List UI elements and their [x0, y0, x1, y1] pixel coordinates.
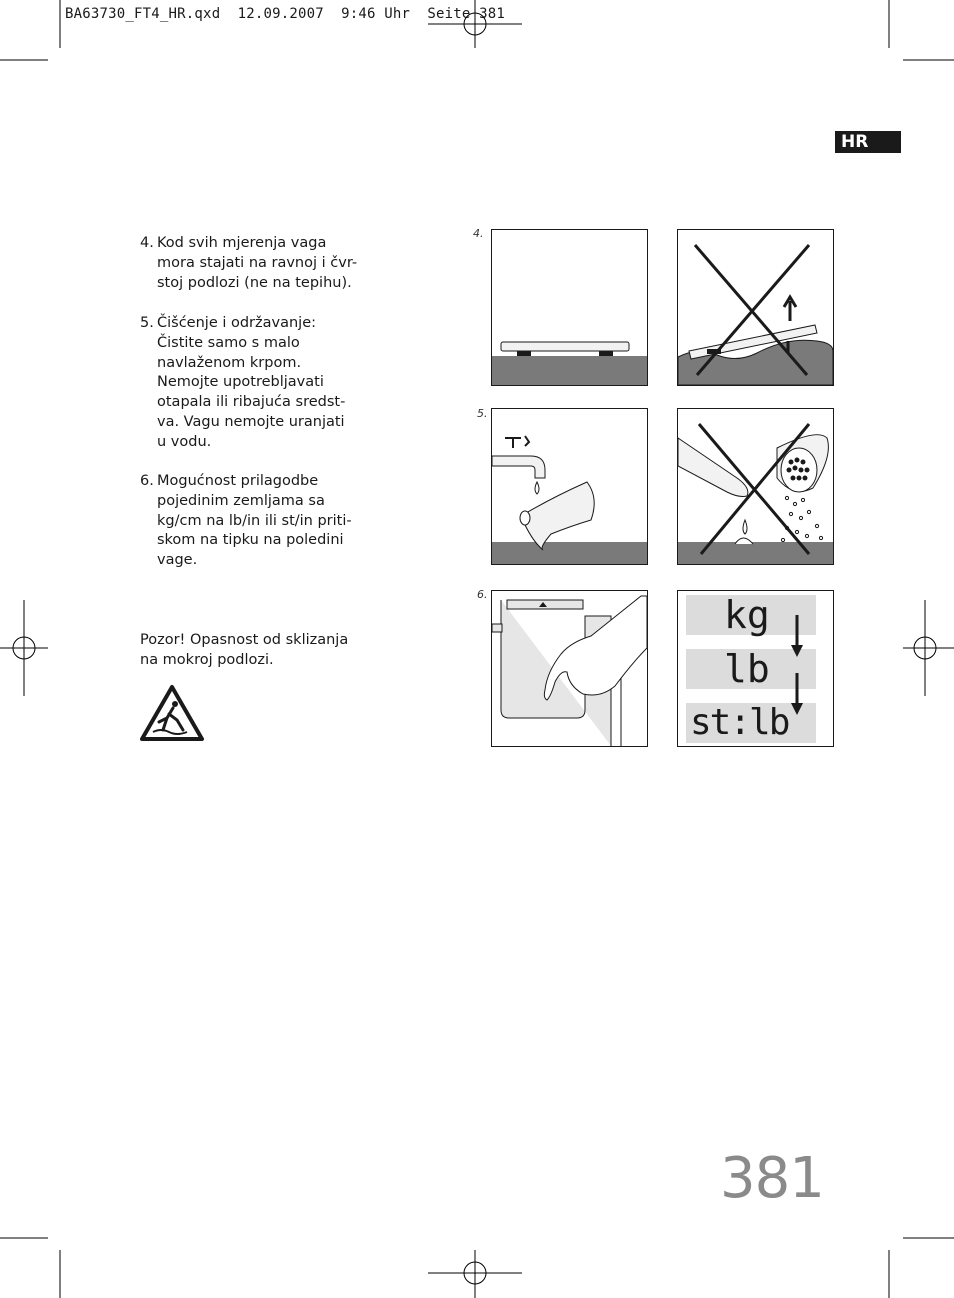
slip-warning	[140, 630, 370, 670]
display-unit-st-lb: st:lb	[690, 702, 789, 743]
instruction-line: navlaženom krpom.	[157, 354, 302, 371]
print-slug: BA63730_FT4_HR.qxd 12.09.2007 9:46 Uhr Seite 381	[65, 6, 506, 22]
scale-on-hard-floor-illustration	[491, 229, 648, 386]
slippery-floor-warning-icon	[139, 684, 205, 742]
figure-label-6: 6.	[477, 588, 488, 601]
instruction-line: u vodu.	[157, 433, 212, 450]
page-number: 381	[720, 1146, 824, 1211]
arrow-down-icon	[790, 673, 804, 717]
figure-label-5: 5.	[477, 407, 488, 420]
instruction-line: pojedinim zemljama sa	[157, 492, 325, 509]
instruction-line: stoj podlozi (ne na tepihu).	[157, 274, 352, 291]
instruction-number: 6.	[140, 473, 154, 489]
instruction-line: mora stajati na ravnoj i čvr-	[157, 254, 358, 271]
instruction-line: Čišćenje i održavanje:	[157, 315, 317, 331]
display-units-illustration	[677, 590, 834, 747]
scale-on-carpet-illustration	[677, 229, 834, 386]
instruction-line: va. Vagu nemojte uranjati	[157, 413, 345, 430]
instruction-line: Čistite samo s malo	[157, 334, 300, 351]
no-solvents-illustration	[677, 408, 834, 565]
language-badge: HR	[835, 131, 901, 153]
instruction-line: kg/cm na lb/in ili st/in priti-	[157, 512, 352, 529]
damp-cloth-illustration	[491, 408, 648, 565]
instruction-5	[140, 314, 360, 453]
warning-line: na mokroj podlozi.	[140, 652, 274, 668]
instruction-6	[140, 472, 360, 571]
instruction-line: Kod svih mjerenja vaga	[157, 235, 327, 251]
instruction-line: vage.	[157, 552, 198, 569]
display-unit-kg: kg	[724, 593, 770, 637]
display-unit-lb: lb	[724, 647, 770, 691]
instruction-line: otapala ili ribajuća sredst-	[157, 394, 346, 411]
instruction-number: 4.	[140, 235, 154, 251]
unit-button-press-illustration	[491, 590, 648, 747]
instruction-line: Nemojte upotrebljavati	[157, 374, 324, 391]
warning-line: Pozor! Opasnost od sklizanja	[140, 632, 349, 648]
arrow-down-icon	[790, 615, 804, 659]
instruction-4	[140, 234, 360, 293]
figure-label-4: 4.	[473, 227, 484, 240]
instruction-number: 5.	[140, 315, 154, 331]
instruction-line: skom na tipku na poledini	[157, 532, 344, 549]
instruction-line: Mogućnost prilagodbe	[157, 473, 319, 489]
